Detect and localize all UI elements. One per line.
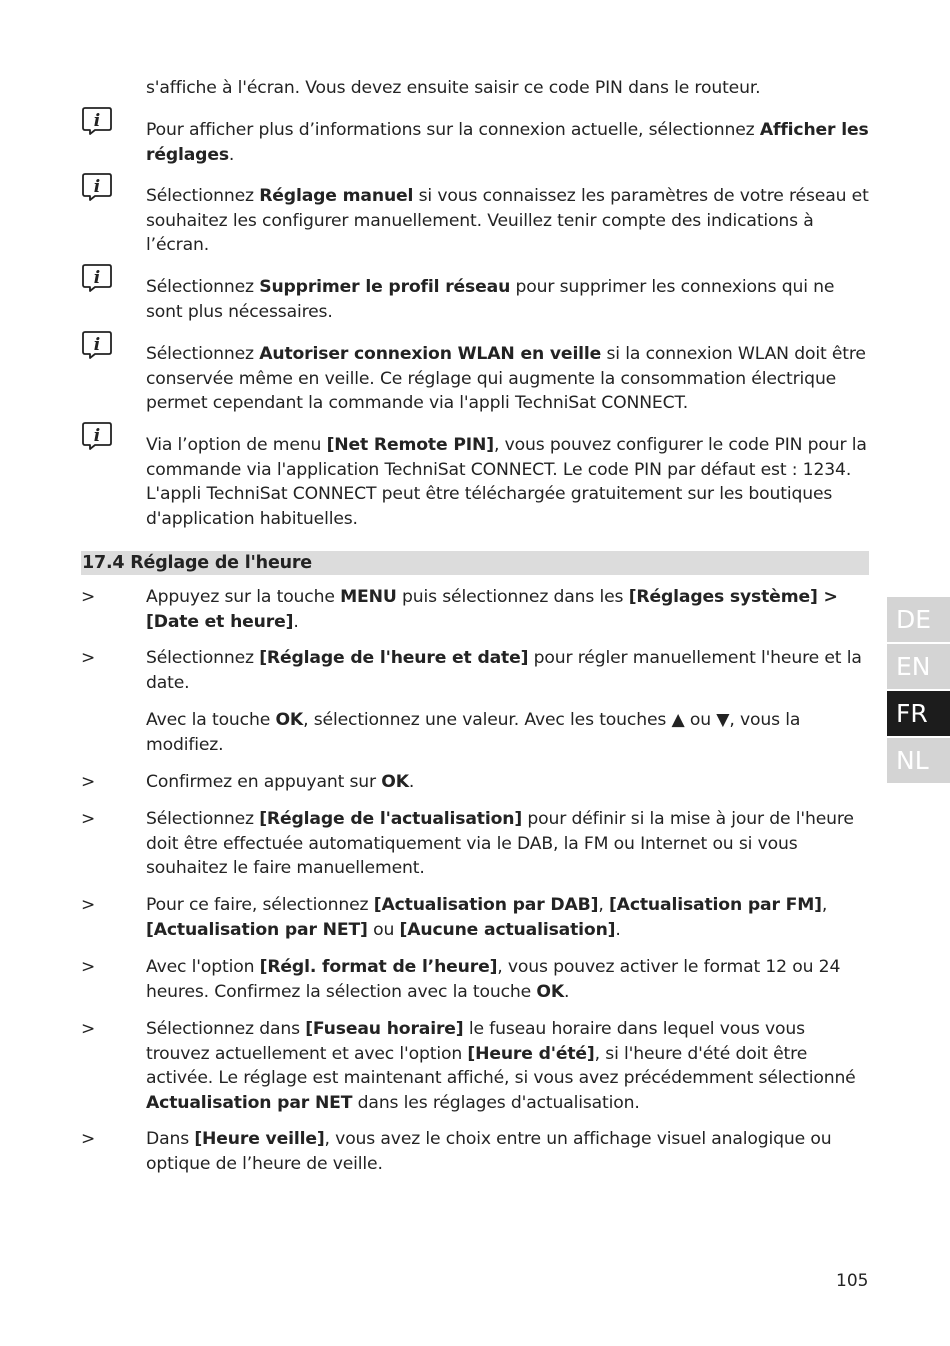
info-icon [81, 330, 113, 360]
step-text-8: Dans [Heure veille], vous avez le choix entre un affichage visuel analogique ou optique de l’heure de veille. [146, 1129, 832, 1174]
note-text-4: Sélectionnez Autoriser connexion WLAN en veille si la connexion WLAN doit être conservée même en veille. Ce réglage qui augmente la consommation électrique permet cependant la commande via l'appli TechniSat CONNECT. [146, 344, 866, 414]
step-marker: > [81, 648, 96, 668]
page-number: 105 [836, 1271, 869, 1291]
step-marker: > [81, 1019, 96, 1039]
lang-tab-fr[interactable]: FR [887, 691, 950, 736]
lang-tab-de[interactable]: DE [887, 597, 950, 642]
svg-text:i: i [93, 177, 101, 197]
step-text-2: Avec la touche OK, sélectionnez une valeur. Avec les touches ▲ ou ▼, vous la modifiez. [146, 710, 801, 755]
step-marker: > [81, 772, 96, 792]
step-text-0: Appuyez sur la touche MENU puis sélectionnez dans les [Réglages système] > [Date et heure]. [146, 587, 838, 632]
step-text-3: Confirmez en appuyant sur OK. [146, 772, 415, 792]
step-marker: > [81, 895, 96, 915]
svg-text:i: i [93, 335, 101, 355]
svg-text:i: i [93, 426, 101, 446]
note-text-5: Via l’option de menu [Net Remote PIN], vous pouvez configurer le code PIN pour la commande via l'application TechniSat CONNECT. Le code PIN par défaut est : 1234. L'appli TechniSat CONNECT peut être téléchargée gratuitement sur les boutiques d'application habituelles. [146, 435, 867, 529]
svg-text:i: i [93, 268, 101, 288]
step-text-4: Sélectionnez [Réglage de l'actualisation] pour définir si la mise à jour de l'heure doit être effectuée automatiquement via le DAB, la FM ou Internet ou si vous souhaitez le faire manuellement. [146, 809, 854, 879]
svg-text:i: i [93, 111, 101, 131]
info-icon [81, 263, 113, 293]
step-text-1: Sélectionnez [Réglage de l'heure et date] pour régler manuellement l'heure et la date. [146, 648, 862, 693]
lang-tab-nl[interactable]: NL [887, 738, 950, 783]
step-marker: > [81, 809, 96, 829]
step-marker: > [81, 587, 96, 607]
note-text-3: Sélectionnez Supprimer le profil réseau pour supprimer les connexions qui ne sont plus nécessaires. [146, 277, 835, 322]
info-icon [81, 106, 113, 136]
step-text-5: Pour ce faire, sélectionnez [Actualisation par DAB], [Actualisation par FM], [Actualisation par NET] ou [Aucune actualisation]. [146, 895, 828, 940]
step-marker: > [81, 957, 96, 977]
info-icon [81, 172, 113, 202]
step-text-6: Avec l'option [Régl. format de l’heure], vous pouvez activer le format 12 ou 24 heures. Confirmez la sélection avec la touche OK. [146, 957, 841, 1002]
step-marker: > [81, 1129, 96, 1149]
note-text-1: Pour afficher plus d’informations sur la connexion actuelle, sélectionnez Afficher les réglages. [146, 120, 869, 165]
section-title: 17.4 Réglage de l'heure [82, 553, 312, 573]
step-text-7: Sélectionnez dans [Fuseau horaire] le fuseau horaire dans lequel vous vous trouvez actuellement et avec l'option [Heure d'été], si l'heure d'été doit être activée. Le réglage est maintenant affiché, si vous avez précédemment sélectionné Actualisation par NET dans les réglages d'actualisation. [146, 1019, 856, 1113]
info-icon [81, 421, 113, 451]
lang-tab-en[interactable]: EN [887, 644, 950, 689]
note-text-2: Sélectionnez Réglage manuel si vous connaissez les paramètres de votre réseau et souhaitez les configurer manuellement. Veuillez tenir compte des indications à l’écran. [146, 186, 869, 256]
note-text-0: s'affiche à l'écran. Vous devez ensuite saisir ce code PIN dans le routeur. [146, 78, 761, 98]
